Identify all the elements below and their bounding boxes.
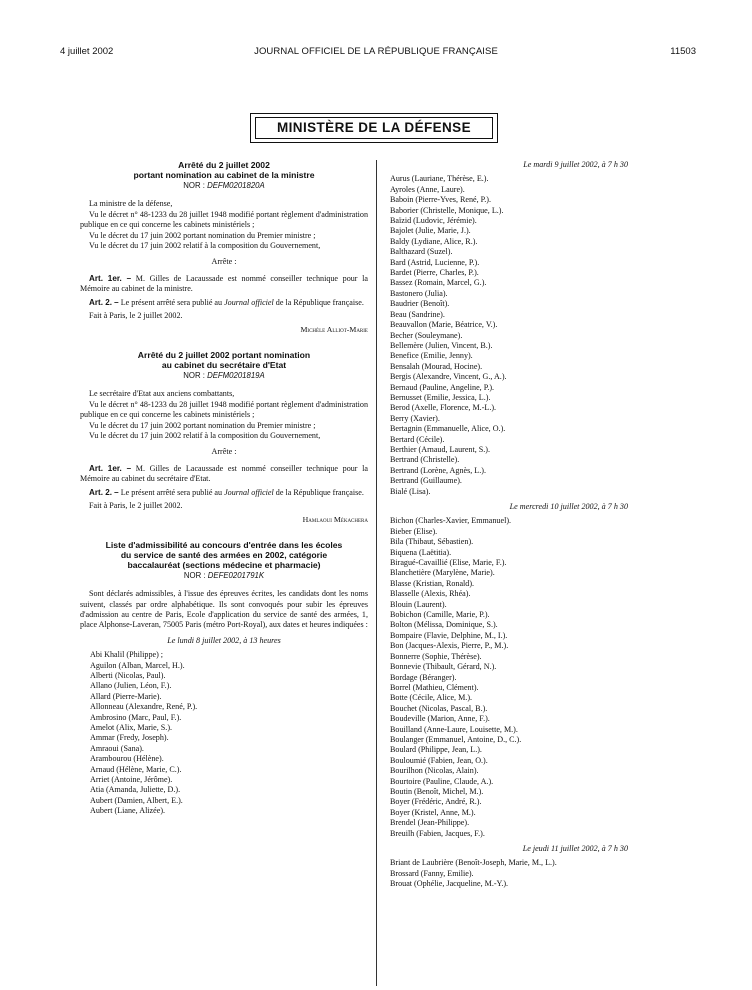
page-header	[0, 46, 752, 60]
candidate-name: Abi Khalil (Philippe) ;	[90, 650, 164, 660]
ministry-title: MINISTÈRE DE LA DÉFENSE	[255, 117, 493, 139]
article-italic: Journal officiel	[224, 487, 274, 497]
candidate-name: Biragué-Cavaillié (Elise, Marie, F.).	[390, 558, 507, 568]
candidate-name: Bard (Astrid, Lucienne, P.).	[390, 257, 480, 267]
candidate-name: Bastonero (Julia).	[390, 288, 448, 298]
candidate-name: Allano (Julien, Léon, F.).	[90, 681, 172, 691]
session-heading: Le jeudi 11 juillet 2002, à 7 h 30	[522, 844, 628, 853]
decree-title-line: Arrêté du 2 juillet 2002	[178, 160, 270, 170]
decree-title-line: portant nomination au cabinet de la ministre	[133, 170, 315, 180]
candidate-name: Bouchet (Nicolas, Pascal, B.).	[390, 703, 488, 713]
list-intro: Sont déclarés admissibles, à l'issue des épreuves écrites, les candidats dont les noms suivent, classés par ordre alphabétique. Ils sont convoqués pour subir les épreuves d'admission au centre de Paris, Ecole d'application du service de santé des armées, 1, place Alphonse-Laveran, 75005 Paris (métro Port-Royal), aux dates et heures indiquées :	[80, 589, 368, 630]
candidate-name: Atia (Amanda, Juliette, D.).	[90, 785, 181, 795]
decree-2	[80, 350, 368, 526]
candidate-name: Aguilon (Alban, Marcel, H.).	[90, 660, 185, 670]
candidate-name: Arambourou (Hélène).	[90, 754, 164, 764]
candidate-name: Bajolet (Julie, Marie, J.).	[390, 226, 471, 236]
candidate-name: Brendel (Jean-Philippe).	[390, 818, 470, 828]
candidate-list	[80, 650, 368, 817]
candidate-name: Ambrosino (Marc, Paul, F.).	[90, 712, 182, 722]
article-1	[80, 274, 368, 295]
candidate-name: Brouat (Ophélie, Jacqueline, M.-Y.).	[390, 879, 509, 889]
article-text: Le présent arrêté sera publié au	[118, 487, 225, 497]
candidate-name: Arnaud (Hélène, Marie, C.).	[90, 764, 182, 774]
candidate-name: Aurus (Lauriane, Thérèse, E.).	[390, 174, 489, 184]
paragraph: Vu le décret du 17 juin 2002 portant nomination du Premier ministre ;	[89, 420, 316, 430]
candidate-name: Becher (Souleymane).	[390, 330, 463, 340]
candidate-name: Baborier (Christelle, Monique, L.).	[390, 205, 504, 215]
candidate-name: Benefice (Emilie, Jenny).	[390, 351, 473, 361]
candidate-name: Balthazard (Suzel).	[390, 247, 453, 257]
article-1	[80, 464, 368, 485]
column-divider	[376, 160, 377, 986]
nor-reference	[80, 571, 368, 581]
candidate-name: Beauvallon (Marie, Béatrice, V.).	[390, 320, 498, 330]
candidate-name: Alberti (Nicolas, Paul).	[90, 671, 166, 680]
candidate-name: Bassez (Romain, Marcel, G.).	[390, 278, 487, 288]
candidate-name: Baboin (Pierre-Yves, René, P.).	[390, 195, 492, 205]
nor-label: NOR :	[183, 181, 208, 190]
nor-value: DEFM0201820A	[207, 181, 265, 190]
article-label: Art. 1er. –	[89, 273, 132, 283]
fait-line: Fait à Paris, le 2 juillet 2002.	[89, 311, 183, 321]
candidate-name: Bernusset (Emilie, Jessica, L.).	[390, 392, 491, 402]
candidate-name: Bieber (Elise).	[390, 526, 438, 536]
session-heading: Le lundi 8 juillet 2002, à 13 heures	[167, 635, 281, 645]
ministry-box	[250, 113, 498, 143]
list-title-line: du service de santé des armées en 2002, catégorie	[120, 549, 328, 560]
candidate-name: Allard (Pierre-Marie).	[90, 691, 162, 701]
article-2	[80, 298, 368, 308]
candidate-name: Boyer (Frédéric, André, R.).	[390, 797, 482, 807]
candidate-name: Amraoui (Sana).	[90, 743, 144, 753]
right-column	[388, 160, 688, 890]
arrete-label: Arrête :	[211, 257, 237, 267]
session-heading: Le mardi 9 juillet 2002, à 7 h 30	[523, 160, 628, 169]
candidate-name: Berry (Xavier).	[390, 413, 440, 423]
arrete-label: Arrête :	[211, 447, 237, 457]
decree-1	[80, 160, 368, 336]
signature: Hamlaoui Mékachera	[302, 515, 368, 525]
candidate-name: Boudeville (Marion, Anne, F.).	[390, 714, 490, 724]
article-text: Le présent arrêté sera publié au	[118, 297, 225, 307]
paragraph: Vu le décret du 17 juin 2002 relatif à la composition du Gouvernement,	[89, 430, 321, 440]
candidate-name: Berthier (Arnaud, Laurent, S.).	[390, 444, 491, 454]
paragraph: Vu le décret n° 48-1233 du 28 juillet 1948 modifié portant règlement d'administration publique en ce qui concerne les cabinets ministériels ;	[80, 209, 368, 230]
article-text: de la République française.	[273, 297, 364, 307]
left-column	[80, 160, 368, 817]
nor-value: DEFM0201819A	[207, 370, 265, 380]
candidate-name: Borrel (Mathieu, Clément).	[390, 682, 479, 692]
candidate-name: Briant de Laubrière (Benoît-Joseph, Marie, M., L.).	[390, 858, 557, 868]
nor-label: NOR :	[183, 370, 208, 380]
candidate-name: Bompaire (Flavie, Delphine, M., I.).	[390, 630, 508, 640]
candidate-name: Bourtoire (Pauline, Claude, A.).	[390, 776, 494, 786]
candidate-name: Arriet (Antoine, Jérôme).	[90, 775, 173, 785]
decree-title-line: Arrêté du 2 juillet 2002 portant nomination	[137, 349, 311, 360]
candidate-name: Bertard (Cécile).	[390, 434, 445, 444]
article-text: M. Gilles de Lacaussade est nommé conseiller technique pour la Mémoire au cabinet du secrétaire d'Etat.	[80, 463, 368, 484]
candidate-name: Bergis (Alexandre, Vincent, G., A.).	[390, 372, 507, 382]
candidate-name: Boyer (Kristel, Anne, M.).	[390, 807, 476, 817]
article-label: Art. 2. –	[89, 297, 119, 307]
paragraph: Vu le décret du 17 juin 2002 relatif à la composition du Gouvernement,	[89, 241, 321, 251]
article-2	[80, 488, 368, 498]
candidate-name: Brossard (Fanny, Emilie).	[390, 868, 474, 878]
paragraph: Le secrétaire d'Etat aux anciens combattants,	[89, 389, 235, 399]
candidate-name: Bon (Jacques-Alexis, Pierre, P., M.).	[390, 641, 509, 651]
candidate-name: Biquena (Laëtitia).	[390, 547, 452, 557]
candidate-name: Bertagnin (Emmanuelle, Alice, O.).	[390, 424, 506, 434]
candidate-name: Blasse (Kristian, Ronald).	[390, 578, 475, 588]
candidate-name: Bialé (Lisa).	[390, 486, 431, 496]
candidate-list	[388, 858, 688, 889]
page-number: 11503	[670, 46, 696, 57]
paragraph: Vu le décret n° 48-1233 du 28 juillet 1948 modifié portant règlement d'administration publique en ce qui concerne les cabinets ministériels ;	[80, 399, 368, 420]
candidate-name: Bardet (Pierre, Charles, P.).	[390, 268, 479, 278]
candidate-name: Beau (Sandrine).	[390, 309, 445, 319]
candidate-name: Bernaud (Pauline, Angeline, P.).	[390, 382, 495, 392]
article-text: M. Gilles de Lacaussade est nommé conseiller technique pour la Mémoire au cabinet de la ministre.	[80, 273, 368, 294]
article-italic: Journal officiel	[224, 297, 274, 307]
nor-value: DEFE0201791K	[207, 570, 265, 580]
article-label: Art. 1er. –	[89, 463, 132, 473]
candidate-name: Bensalah (Mourad, Hocine).	[390, 361, 483, 371]
candidate-name: Baudrier (Benoît).	[390, 299, 450, 309]
candidate-name: Ammar (Fredy, Joseph).	[90, 733, 169, 743]
candidate-name: Allonneau (Alexandre, René, P.).	[90, 702, 198, 712]
candidate-name: Bertrand (Guillaume).	[390, 476, 462, 486]
fait-line: Fait à Paris, le 2 juillet 2002.	[89, 500, 183, 510]
candidate-name: Boulard (Philippe, Jean, L.).	[390, 745, 482, 755]
candidate-name: Baldy (Lydiane, Alice, R.).	[390, 236, 478, 246]
candidate-name: Bolton (Mélissa, Dominique, S.).	[390, 620, 498, 630]
candidate-name: Blouin (Laurent).	[390, 599, 447, 609]
candidate-name: Bordage (Béranger).	[390, 672, 457, 682]
candidate-name: Boutin (Benoît, Michel, M.).	[390, 786, 484, 796]
candidate-list	[388, 516, 688, 839]
candidate-name: Aubert (Liane, Alizée).	[90, 806, 166, 816]
nor-reference	[80, 181, 368, 191]
candidate-name: Bila (Thibaut, Sébastien).	[390, 537, 474, 547]
candidate-name: Ayroles (Anne, Laure).	[390, 184, 465, 194]
journal-title: JOURNAL OFFICIEL DE LA RÉPUBLIQUE FRANÇAISE	[254, 46, 498, 57]
candidate-name: Amelot (Alix, Marie, S.).	[90, 723, 173, 733]
signature: Michèle Alliot-Marie	[300, 325, 368, 335]
candidate-name: Aubert (Damien, Albert, E.).	[90, 795, 183, 805]
candidate-name: Bouloumié (Fabien, Jean, O.).	[390, 755, 488, 765]
candidate-name: Boulanger (Emmanuel, Antoine, D., C.).	[390, 734, 522, 744]
list-title-line: baccalauréat (sections médecine et pharmacie)	[127, 559, 321, 570]
admissibility-list	[80, 540, 368, 817]
candidate-name: Baïzid (Ludovic, Jérémie).	[390, 216, 477, 226]
article-label: Art. 2. –	[89, 487, 119, 497]
article-text: de la République française.	[273, 487, 364, 497]
candidate-name: Blasselle (Alexis, Rhéa).	[390, 589, 471, 599]
decree-title-line: au cabinet du secrétaire d'Etat	[161, 359, 287, 370]
session-heading: Le mercredi 10 juillet 2002, à 7 h 30	[509, 502, 628, 511]
candidate-name: Bobichon (Camille, Marie, P.).	[390, 610, 490, 620]
candidate-name: Bourilhon (Nicolas, Alain).	[390, 766, 479, 776]
candidate-name: Berod (Axelle, Florence, M.-L.).	[390, 403, 497, 413]
candidate-name: Blanchetière (Marylène, Marie).	[390, 568, 495, 578]
list-title-line: Liste d'admissibilité au concours d'entrée dans les écoles	[105, 539, 343, 550]
candidate-name: Bichon (Charles-Xavier, Emmanuel).	[390, 516, 512, 526]
candidate-name: Bertrand (Christelle).	[390, 455, 460, 465]
candidate-name: Bonnerre (Sophie, Thérèse).	[390, 651, 482, 661]
nor-reference	[80, 371, 368, 381]
candidate-name: Botte (Cécile, Alice, M.).	[390, 693, 473, 703]
candidate-list	[388, 174, 688, 497]
candidate-name: Bouilland (Anne-Laure, Louisette, M.).	[390, 724, 518, 734]
candidate-name: Bellemère (Julien, Vincent, B.).	[390, 340, 493, 350]
paragraph: Vu le décret du 17 juin 2002 portant nomination du Premier ministre ;	[89, 230, 316, 240]
issue-date: 4 juillet 2002	[60, 46, 114, 57]
candidate-name: Bertrand (Lorène, Agnès, L.).	[390, 465, 486, 475]
paragraph: La ministre de la défense,	[89, 199, 173, 209]
candidate-name: Breuilh (Fabien, Jacques, F.).	[390, 828, 485, 838]
nor-label: NOR :	[183, 570, 208, 580]
candidate-name: Bonnevie (Thibault, Gérard, N.).	[390, 662, 497, 672]
